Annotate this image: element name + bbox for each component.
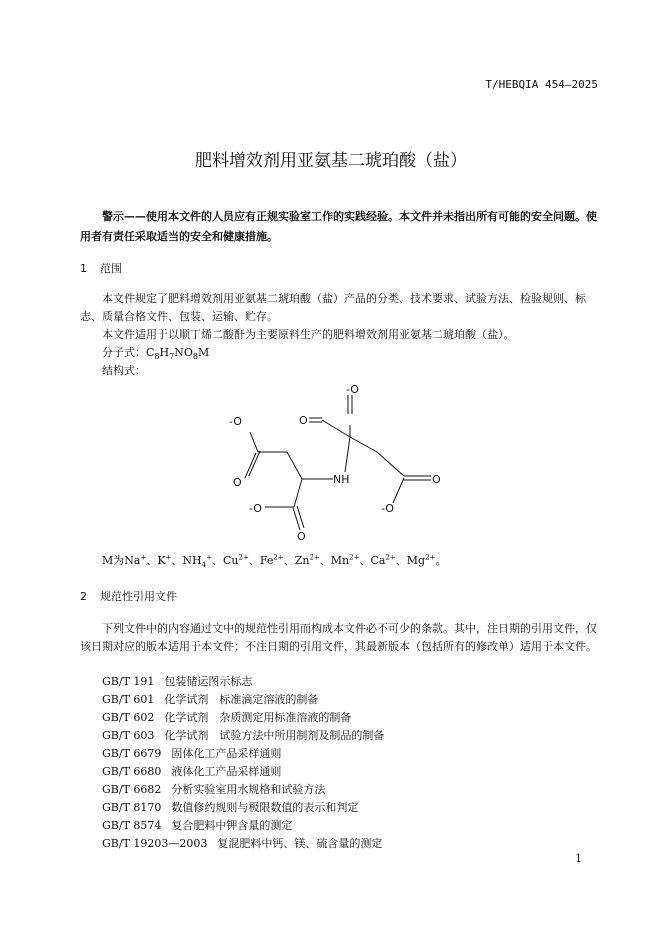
ion-charge: + [140, 553, 147, 562]
ion-charge: + [206, 553, 212, 562]
section-1-number: 1 [80, 262, 87, 275]
section-2-number: 2 [80, 590, 87, 603]
formula-o: O [183, 346, 193, 359]
ion-charge: + [165, 553, 172, 562]
reference-title: 复合肥料中钾含量的测定 [171, 819, 293, 832]
ion-mn: Mn [330, 554, 350, 567]
reference-code: GB/T 6680 [102, 765, 162, 778]
reference-title: 固体化工产品采样通则 [171, 747, 282, 760]
scope-paragraph-2: 本文件适用于以顺丁烯二酸酐为主要原料生产的肥料增效剂用亚氨基二琥珀酸（盐）。 [102, 328, 515, 341]
standard-code: T/HEBQIA 454—2025 [485, 78, 598, 91]
atom-o-minus-top: -O [346, 383, 359, 396]
formula-o-count: 8 [192, 352, 198, 362]
bond [287, 452, 302, 479]
ions-end: 。 [435, 554, 447, 567]
reference-code: GB/T 601 [102, 693, 155, 706]
atom-o-minus-left: -O [229, 415, 242, 428]
formula-h-count: 7 [169, 352, 175, 362]
reference-code: GB/T 602 [102, 711, 155, 724]
reference-code: GB/T 603 [102, 729, 155, 742]
bond [245, 453, 256, 478]
ion-nh4: NH [182, 554, 202, 567]
ion-charge: 2+ [349, 553, 360, 562]
reference-code: GB/T 191 [102, 675, 155, 688]
formula-h: H [159, 346, 170, 359]
bond [393, 478, 404, 503]
reference-item [102, 673, 252, 689]
reference-title: 液体化工产品采样通则 [171, 765, 282, 778]
bond [250, 432, 258, 452]
reference-code: GB/T 8170 [102, 801, 162, 814]
formula-m: M [197, 346, 210, 359]
bond [377, 452, 404, 476]
ion-charge: 2+ [385, 553, 396, 562]
reference-item [102, 763, 281, 779]
reference-item [102, 781, 325, 797]
bond [350, 437, 377, 452]
reference-title: 化学试剂 杂质测定用标准溶液的制备 [164, 711, 352, 724]
formula-n: N [174, 346, 184, 359]
reference-code: GB/T 6679 [102, 747, 162, 760]
reference-title: 分析实验室用水规格和试验方法 [171, 783, 326, 796]
structure-bonds [245, 395, 431, 530]
reference-code: GB/T 8574 [102, 819, 162, 832]
warning-paragraph: 警示——使用本文件的人员应有正规实验室工作的实践经验。本文件并未指出所有可能的安全问题。使用者有责任采取适当的安全和健康措施。 [80, 210, 597, 243]
bond [249, 451, 260, 476]
ion-mg: Mg [406, 554, 426, 567]
normative-references-paragraph: 下列文件中的内容通过文中的规范性引用而构成本文件必不可少的条款。其中，注日期的引用文件，仅该日期对应的版本适用于本文件；不注日期的引用文件，其最新版本（包括所有的修改单）适用于本文件。 [80, 622, 597, 653]
reference-item [102, 691, 318, 707]
reference-code: GB/T 6682 [102, 783, 162, 796]
formula-c-count: 8 [154, 352, 160, 362]
atom-o-minus-right: -O [381, 502, 394, 515]
reference-title: 复混肥料中钙、镁、硫含量的测定 [217, 837, 383, 850]
ion-fe: Fe [259, 554, 274, 567]
ions-prefix: M为 [102, 554, 125, 567]
atom-o-minus-bottom: -O [249, 502, 262, 515]
counter-ions [102, 552, 446, 569]
reference-title: 包装储运图示标志 [164, 675, 253, 688]
ion-zn: Zn [294, 554, 310, 567]
ion-nh4-subscript: 4 [201, 561, 207, 570]
section-1-title: 范围 [100, 262, 122, 275]
page-number: 1 [575, 852, 582, 865]
section-2-heading [80, 588, 177, 604]
atom-o-left: O [233, 476, 242, 489]
reference-item [102, 835, 382, 851]
ion-separator: 、 [171, 554, 183, 567]
atom-o-top: O [299, 414, 308, 427]
structure-label: 结构式： [102, 364, 146, 377]
reference-code: GB/T 19203—2003 [102, 837, 208, 850]
ion-charge: 2+ [309, 553, 320, 562]
reference-title: 数值修约规则与极限数值的表示和判定 [171, 801, 359, 814]
ion-charge: 2+ [238, 553, 249, 562]
atom-nh: NH [333, 473, 350, 486]
scope-paragraph-1: 本文件规定了肥料增效剂用亚氨基二琥珀酸（盐）产品的分类、技术要求、试验方法、检验规则、标志、质量合格文件、包装、运输、贮存。 [80, 292, 586, 323]
ion-separator: 、 [395, 554, 407, 567]
bond [294, 479, 302, 507]
bond [322, 420, 350, 437]
formula-label: 分子式： [102, 346, 146, 359]
atom-o-right: O [432, 473, 441, 486]
reference-title: 化学试剂 标准滴定溶液的制备 [164, 693, 319, 706]
ion-separator: 、 [319, 554, 331, 567]
ion-ca: Ca [370, 554, 386, 567]
ion-k: K [157, 554, 166, 567]
reference-item [102, 709, 351, 725]
reference-item [102, 745, 281, 761]
reference-item [102, 799, 358, 815]
reference-title: 化学试剂 试验方法中所用制剂及制品的制备 [164, 729, 385, 742]
ion-separator: 、 [283, 554, 295, 567]
ion-cu: Cu [222, 554, 239, 567]
ion-charge: 2+ [425, 553, 436, 562]
reference-item [102, 727, 384, 743]
formula-c: C [146, 346, 155, 359]
bond [345, 437, 350, 472]
ion-separator: 、 [248, 554, 260, 567]
document-title: 肥料增效剂用亚氨基二琥珀酸（盐） [195, 151, 467, 171]
ion-separator: 、 [211, 554, 223, 567]
ion-separator: 、 [359, 554, 371, 567]
section-2-title: 规范性引用文件 [100, 590, 177, 603]
ion-separator: 、 [146, 554, 158, 567]
ion-na: Na [124, 554, 141, 567]
atom-o-bottom: O [297, 530, 306, 543]
reference-item [102, 817, 292, 833]
ion-charge: 2+ [273, 553, 284, 562]
